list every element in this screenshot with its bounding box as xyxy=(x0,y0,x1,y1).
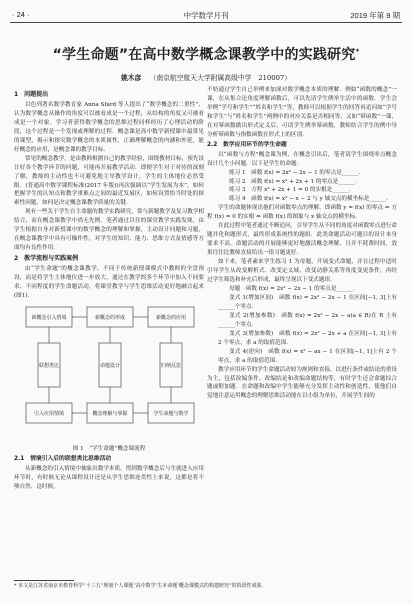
paragraph: 常见的概念教学，是由教师根据自己的教学经验，围绕教材目标，预先设计好各个教学环节的问题，可能再开展教学活动．即便学生对于对待的深刻了解，教师的主动性也不可避免地主导教学设计，学生的主体地位必然受限．(普通高中数学课程标准(2017 年版))再次强调以“学生发展为本”，如何把握学生的认知点和教学重难点之间的最近发展区，如何设置恰当时处的探索性问题，如何是决定概念课教学质量的关键． xyxy=(14,155,205,207)
exercise-item: 变式 3(增加参数) 函数 f(x) = 2x² − 2x + a 在区间[−1, 3]上有 2 个零点，求 a 的取值范围． xyxy=(218,330,397,346)
flow-node: 新概念的形成 xyxy=(94,314,126,321)
exercise-item: 变式 1(增加区间) 函数 f(x) = 2x² − 2x − 1 在区间[−1, 3]上有______个零点． xyxy=(218,294,397,310)
paragraph: 以“函数与方程”概念课为例，在概念引出后，笔者请学生围绕零点概念设计几个小问题．以下是学生的命题： xyxy=(207,151,397,167)
exercise-item: 练习 4 函数 f(x) = x² − x − 2 与 y 轴交点的横坐标是______． xyxy=(229,196,392,203)
flow-node: 命题设计 xyxy=(99,362,121,369)
author-affiliation: （南京航空航天大学附属高级中学 210007） xyxy=(149,74,292,82)
flow-figure xyxy=(20,303,200,443)
paragraph: 现有一些关于学生自主命题的教学实践研究，常与新题教学及复习教学相结合，而在概念课教学中尚无先例．笔者通过以往的课堂教学实践发现，由学生根据自身对新授课中的数学概念的理解和掌握，主动设计问题和习题，在概念课教学中具有可操作性，对学生的知识、能力、思维方式及情感等方面均有良性作用． xyxy=(14,209,205,252)
exercise-item: 母题 函数 f(x) = 2x² − 2x − 1 的零点是______． xyxy=(229,285,359,292)
left-column xyxy=(14,89,204,492)
flow-node: 学生命题与教学 xyxy=(153,410,189,417)
header-rule xyxy=(10,22,402,23)
right-column xyxy=(207,86,397,401)
paragraph: 以色列著名数学教育家 Anna Sfard 等人提出了“数学概念的二重性”，认为数学概念从操作的角度可以被看成是一个过程，从结构的角度又可被看成是一个对象．学习者获得数学概念的思维过程同样经历了心理活动的阶段，这个过程是一个发现或理解的过程．概念课是高中数学新授课中最常见的课型，揭示和探究数学概念的本质属性，正确理解概念的内涵和外延，能好概念的应用，是概念课的教学目标． xyxy=(14,101,204,153)
flow-node: 新概念引入情境 xyxy=(31,314,67,321)
issue-label: 2019 年第 9 期 xyxy=(350,11,400,20)
exercise-item: 变式 2(增加参数) 函数 f(x) = 2x² − 2x − a(a ∈ R)在 R 上有______个零点． xyxy=(218,312,397,328)
subsection-heading-2-2: 2.2 数学应用环节的学生命题 xyxy=(207,141,287,148)
journal-name: 中学数学月刊 xyxy=(183,11,229,20)
article-title: “学生命题”在高中数学概念课教学中的实践研究* xyxy=(52,47,360,63)
exercise-item: 练习 2 函数 f(x) = x² + 2x + 1 的零点是______． xyxy=(229,178,361,185)
footnote: * 本文是江苏省南京市教育科学“十三五”规划个人课题“高中数学‘生本命题’概念课模式的构建研究”的阶段性成果． xyxy=(14,583,267,589)
paragraph: 由“学生命题”的概念课教学，不同于传统新授课模式中教师的全盘预设，而是将学生主体地位进一步放大，通过在教学的多个环节中加入不同要求、不同程度的学生命题活动，将课堂教学与学生思维活动更好地融合起来(图1)． xyxy=(14,266,204,299)
page-header xyxy=(10,7,402,23)
flow-node: 引入应用情境 xyxy=(33,410,65,417)
exercise-item: 练习 3 方程 x² + 2x + 1 = 0 的实根是______． xyxy=(229,187,355,194)
paragraph: 学生的命题体现出他们对函数零点的理解，即函数 y = f(x) 的零点 ⇔ 方程 f(x) = 0 的实根 ⇔ 函数 f(x) 的图象与 x 轴交点的横坐标． xyxy=(207,205,397,221)
paragraph: 在此过程中笔者通过不断追问，引导学生从不同的角度对函数零点进行命题并化和题形式，最终形成系统性的题组．此类命题活动可题目的设计本身要求不高，命题活动的开展能够更好地激活概念理解，且并不耗费时间，效果往往比教师直接给出一组习题更好． xyxy=(207,223,398,257)
flow-node: 归纳反思 xyxy=(160,362,182,369)
paragraph: 如下来，笔者素来学生练习 1 为母题，开展变式命题，并在过程中适时引导学生从改变解析式、改变定义域、改变动静关系等角度变更条件，再经过学生筛选和补充后形成，最终呈现以下变式题组． xyxy=(207,259,397,284)
section-heading-2: 2 教学流程与实践案例 xyxy=(14,255,79,263)
footnote-rule xyxy=(14,580,74,581)
paragraph: 从新概念的引入情境中抽象出数学本质，得到数学概念后与生就进入应用环节时，有时候无论从课程设计还是从学生思维连贯性上来说，这都是将不够自然．这时候， xyxy=(14,465,205,490)
flow-diagram xyxy=(20,303,200,433)
exercise-item: 练习 1 函数 f(x) = 2x² − 2x − 1 的零点是______． xyxy=(229,169,365,176)
exercise-item: 变式 4(逆向) 函数 f(x) = x² − ax − 1 在区间[−1, 1]上有 2 个零点，求 a 的取值范围． xyxy=(218,348,397,364)
figure-caption: 图 1 “学生命题”概念课流程 xyxy=(72,445,146,452)
author-line xyxy=(0,72,412,82)
section-heading-1: 1 问题提出 xyxy=(14,91,49,98)
page-number: · 24 · xyxy=(12,10,30,19)
flow-node: 联想类比 xyxy=(38,362,60,369)
flow-node: 新概念的应用 xyxy=(155,314,187,321)
author-name: 姚木彦 xyxy=(120,74,142,82)
paragraph: 教学应用环节的学生命题活动较为规则和直接，以进行条件或结论的重设为主，包括改编条件、改编结论和改编命题结构等，有时学生还会命题综合题或附加题．在命题和改编中学生能够充分发挥主动性和创造性，使他们自觉地注意运用概念的理解思维活动能在以小组为单位，开展学生间的 xyxy=(207,366,398,400)
flow-node: 概念理解与掌握 xyxy=(92,410,128,417)
subsection-heading-2-1: 2.1 情境引入后的联想类比思维活动 xyxy=(14,455,112,462)
paragraph: 不妨通过学生自己举例来加深对数学概念本质的理解．例如“函数的概念”一课，在从集合论角度理解函数后，可以先请学生例举生活中的函数．学生会举例“学号和学生”“姓名和学生”等，教师可以根据学生的回答再追问如“学号和学生”与“姓名和学生”两例中的对应关系是否相同等，又如“幂函数”一课，在对幂函数做出形式定义后，可请学生例举幂函数，教师结合学生的例中导分析幂函数与指数函数在形式上的区别． xyxy=(207,87,397,138)
